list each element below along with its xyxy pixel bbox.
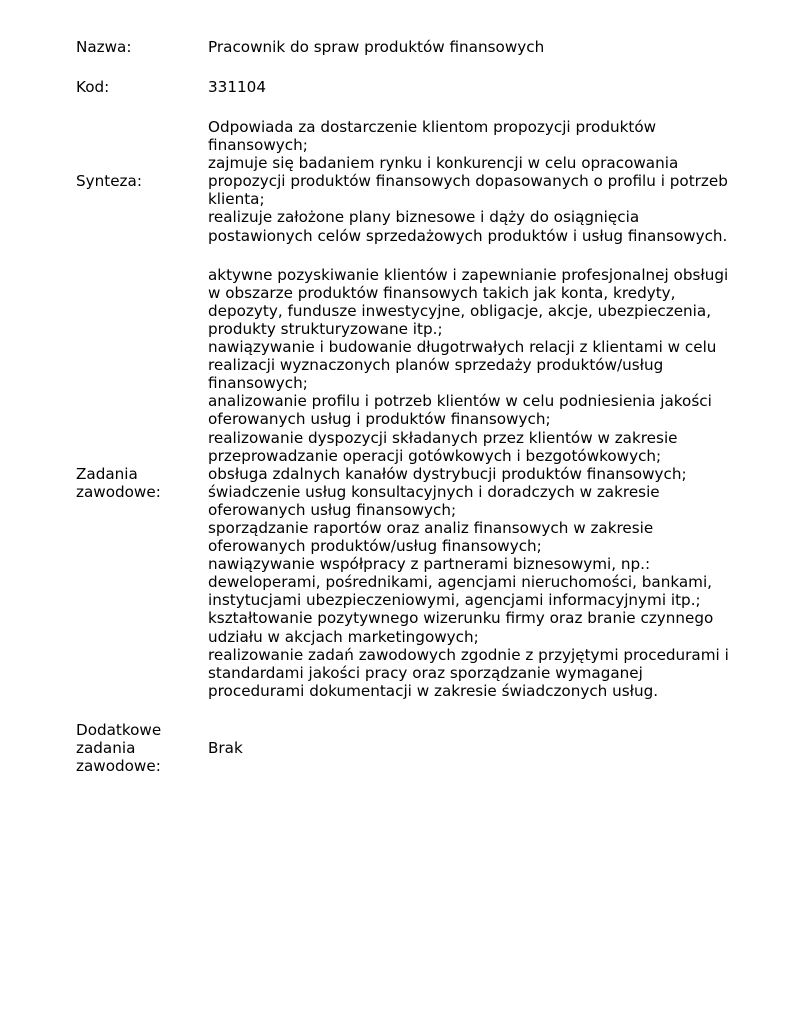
zadania-line: kształtowanie pozytywnego wizerunku firmy oraz branie czynnego (208, 609, 714, 628)
zadania-line: instytucjami ubezpieczeniowymi, agencjami informacyjnymi itp.; (208, 591, 701, 610)
zadania-line: sporządzanie raportów oraz analiz finansowych w zakresie (208, 518, 654, 537)
zadania-line: nawiązywanie współpracy z partnerami biznesowymi, np.: (208, 555, 651, 574)
field-row-dodatkowe-zadania (76, 721, 756, 775)
dodatkowe-label-line: zawodowe: (76, 757, 161, 776)
zadania-line: oferowanych usług i produktów finansowych; (208, 410, 551, 429)
nazwa-label: Nazwa: (76, 37, 132, 56)
field-row-nazwa (76, 38, 756, 56)
zadania-line: świadczenie usług konsultacyjnych i doradczych w zakresie (208, 482, 660, 501)
zadania-label-line: Zadania (76, 464, 138, 483)
dodatkowe-label-line: Dodatkowe (76, 720, 162, 739)
zadania-line: produkty strukturyzowane itp.; (208, 319, 443, 338)
zadania-line: oferowanych usług finansowych; (208, 500, 457, 519)
synteza-value (208, 118, 753, 245)
job-description-document (76, 38, 756, 775)
zadania-line: finansowych; (208, 374, 308, 393)
field-row-kod (76, 78, 756, 96)
zadania-label-line: zawodowe: (76, 482, 161, 501)
zadania-line: realizacji wyznaczonych planów sprzedaży produktów/usług (208, 356, 664, 375)
nazwa-value: Pracownik do spraw produktów finansowych (208, 37, 545, 56)
dodatkowe-label-line: zadania (76, 739, 136, 757)
zadania-line: udziału w akcjach marketingowych; (208, 627, 479, 646)
kod-value: 331104 (208, 77, 266, 96)
zadania-label (76, 465, 208, 501)
zadania-line: przeprowadzanie operacji gotówkowych i bezgotówkowych; (208, 446, 662, 465)
zadania-line: procedurami dokumentacji w zakresie świadczonych usług. (208, 681, 659, 700)
zadania-line: oferowanych produktów/usług finansowych; (208, 537, 542, 556)
zadania-line: realizowanie dyspozycji składanych przez klientów w zakresie (208, 428, 678, 447)
zadania-line: nawiązywanie i budowanie długotrwałych relacji z klientami w celu (208, 338, 717, 357)
zadania-line: standardami jakości pracy oraz sporządzanie wymaganej (208, 663, 643, 682)
synteza-line: Odpowiada za dostarczenie klientom propozycji produktów (208, 118, 657, 136)
synteza-line: postawionych celów sprzedażowych produktów i usług finansowych. (208, 226, 728, 245)
synteza-line: klienta; (208, 190, 265, 209)
dodatkowe-label (76, 721, 208, 775)
zadania-line: w obszarze produktów finansowych takich jak konta, kredyty, (208, 283, 676, 302)
zadania-value (208, 266, 753, 700)
synteza-line: zajmuje się badaniem rynku i konkurencji w celu opracowania (208, 154, 679, 173)
zadania-line: analizowanie profilu i potrzeb klientów w celu podniesienia jakości (208, 392, 712, 411)
field-row-synteza (76, 118, 756, 245)
synteza-line: finansowych; (208, 136, 308, 155)
kod-label: Kod: (76, 77, 110, 96)
dodatkowe-value: Brak (208, 739, 243, 757)
synteza-line: realizuje założone plany biznesowe i dąży do osiągnięcia (208, 208, 640, 227)
synteza-label: Synteza: (76, 172, 142, 191)
zadania-line: obsługa zdalnych kanałów dystrybucji produktów finansowych; (208, 464, 687, 483)
zadania-line: deweloperami, pośrednikami, agencjami nieruchomości, bankami, (208, 573, 712, 592)
zadania-line: realizowanie zadań zawodowych zgodnie z przyjętymi procedurami i (208, 645, 729, 664)
zadania-line: aktywne pozyskiwanie klientów i zapewnianie profesjonalnej obsługi (208, 265, 729, 284)
field-row-zadania-zawodowe (76, 266, 756, 700)
synteza-line: propozycji produktów finansowych dopasowanych o profilu i potrzeb (208, 172, 728, 191)
zadania-line: depozyty, fundusze inwestycyjne, obligacje, akcje, ubezpieczenia, (208, 301, 712, 320)
